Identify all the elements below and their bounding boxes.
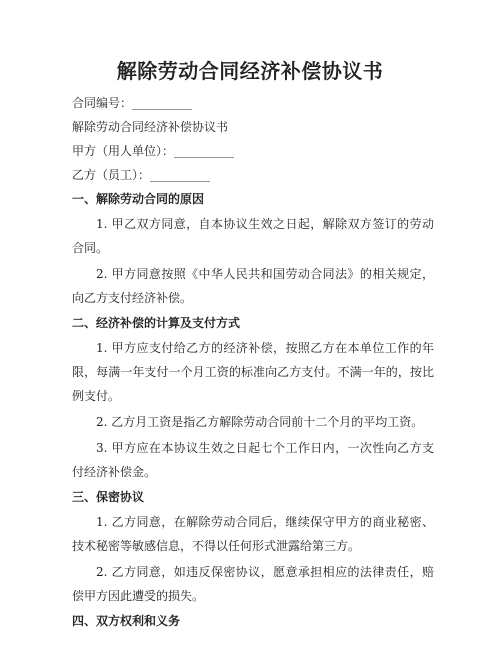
document-body bbox=[72, 92, 434, 632]
section-heading: 二、经济补偿的计算及支付方式 bbox=[72, 316, 241, 330]
section-heading: 三、保密协议 bbox=[72, 490, 145, 504]
section-paragraph: 1. 乙方同意，在解除劳动合同后，继续保守甲方的商业秘密、技术秘密等敏感信息，不得以任何形式泄露给第三方。 bbox=[72, 515, 434, 553]
section-3 bbox=[72, 486, 434, 608]
section-paragraph: 2. 乙方月工资是指乙方解除劳动合同前十二个月的平均工资。 bbox=[96, 415, 424, 429]
section-paragraph: 1. 甲乙双方同意，自本协议生效之日起，解除双方签订的劳动合同。 bbox=[72, 217, 434, 255]
party-b-blank: __________ bbox=[150, 168, 211, 182]
section-2 bbox=[72, 312, 434, 484]
section-4 bbox=[72, 610, 434, 632]
section-paragraph: 3. 甲方应在本协议生效之日起七个工作日内，一次性向乙方支付经济补偿金。 bbox=[72, 441, 434, 479]
section-heading: 一、解除劳动合同的原因 bbox=[72, 192, 205, 206]
party-b-line bbox=[72, 164, 434, 186]
section-paragraph: 1. 甲方应支付给乙方的经济补偿，按照乙方在本单位工作的年限，每满一年支付一个月工资的标准向乙方支付。不满一年的，按比例支付。 bbox=[72, 341, 434, 403]
party-b-label: 乙方（员工）： bbox=[72, 168, 151, 182]
contract-number-blank: __________ bbox=[132, 96, 193, 110]
contract-number-label: 合同编号： bbox=[72, 96, 133, 110]
document-title: 解除劳动合同经济补偿协议书 bbox=[116, 59, 384, 83]
party-a-blank: __________ bbox=[174, 144, 235, 158]
section-paragraph: 2. 甲方同意按照《中华人民共和国劳动合同法》的相关规定，向乙方支付经济补偿。 bbox=[72, 267, 434, 305]
section-1 bbox=[72, 188, 434, 310]
document-subtitle: 解除劳动合同经济补偿协议书 bbox=[72, 120, 229, 134]
party-a-label: 甲方（用人单位）： bbox=[72, 144, 175, 158]
contract-number-line bbox=[72, 92, 434, 114]
party-a-line bbox=[72, 140, 434, 162]
section-paragraph: 2. 乙方同意，如违反保密协议，愿意承担相应的法律责任，赔偿甲方因此遭受的损失。 bbox=[72, 565, 434, 603]
section-heading: 四、双方权利和义务 bbox=[72, 614, 181, 628]
